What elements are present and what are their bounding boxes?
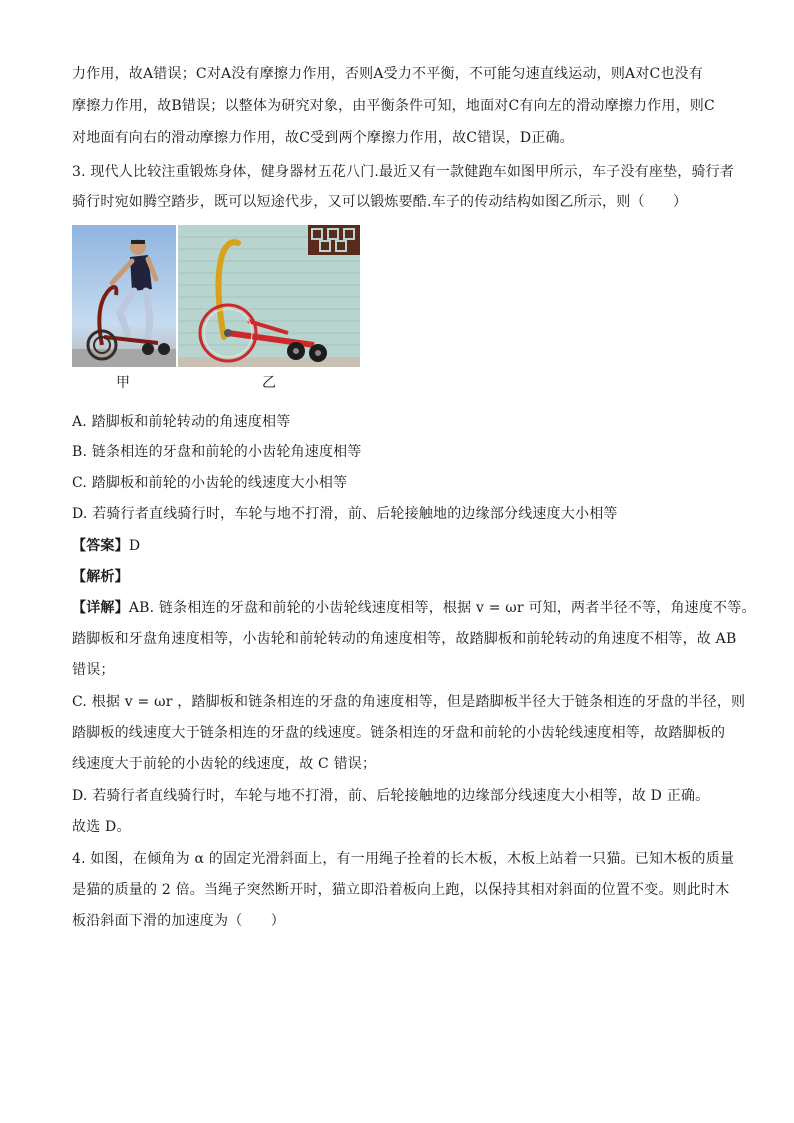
bike-photo [178,225,360,367]
option-c: C. 踏脚板和前轮的小齿轮的线速度大小相等 [72,475,348,491]
detail-line: C. 根据 v = ωr ，踏脚板和链条相连的牙盘的角速度相等，但是踏脚板半径大于链条相连的牙盘的半径，则 [72,694,746,710]
detail-line: 踏脚板和牙盘角速度相等，小齿轮和前轮转动的角速度相等，故踏脚板和前轮转动的角速度不相等，故 AB [72,631,737,647]
text-line: 力作用，故A错误；C对A没有摩擦力作用，否则A受力不平衡，不可能匀速直线运动，则A对C也没有 [72,66,704,82]
question-4-line: 板沿斜面下滑的加速度为（ ） [72,913,285,929]
question-3-line: 3. 现代人比较注重锻炼身体，健身器材五花八门.最近又有一款健跑车如图甲所示，车子没有座垫，骑行者 [72,164,735,180]
option-a: A. 踏脚板和前轮转动的角速度相等 [72,414,291,430]
detail-text: AB. 链条相连的牙盘和前轮的小齿轮线速度相等，根据 v = ωr 可知，两者半径不等，角速度不等。 [128,600,756,616]
rider-photo [72,225,176,367]
figure-caption-right: 乙 [262,375,276,391]
option-b: B. 链条相连的牙盘和前轮的小齿轮角速度相等 [72,444,362,460]
question-4-line: 4. 如图，在倾角为 α 的固定光滑斜面上，有一用绳子拴着的长木板，木板上站着一只猫。已知木板的质量 [72,851,735,867]
question-4-line: 是猫的质量的 2 倍。当绳子突然断开时，猫立即沿着板向上跑，以保持其相对斜面的位置不变。则此时木 [72,882,730,898]
detail-line: 故选 D。 [72,819,131,835]
question-3-line: 骑行时宛如腾空踏步，既可以短途代步，又可以锻炼要酷.车子的传动结构如图乙所示，则（ ） [72,194,688,210]
detail-line: 错误； [72,662,115,678]
option-d: D. 若骑行者直线骑行时，车轮与地不打滑，前、后轮接触地的边缘部分线速度大小相等 [72,506,618,522]
detail-line: D. 若骑行者直线骑行时，车轮与地不打滑，前、后轮接触地的边缘部分线速度大小相等，故 D 正确。 [72,788,710,804]
figure-caption-left: 甲 [116,375,130,391]
detail-line: 线速度大于前轮的小齿轮的线速度，故 C 错误； [72,756,377,772]
detail-line: 踏脚板的线速度大于链条相连的牙盘的线速度。链条相连的牙盘和前轮的小齿轮线速度相等，故踏脚板的 [72,725,726,741]
text-line: 摩擦力作用，故B错误；以整体为研究对象，由平衡条件可知，地面对C有向左的滑动摩擦力作用，则C [72,98,715,114]
detail-tag: 【详解】 [72,600,129,616]
analysis-heading [72,567,732,587]
question-3-figures [72,225,372,395]
answer-tag: 【答案】 [72,538,129,554]
text-line: 对地面有向右的滑动摩擦力作用，故C受到两个摩擦力作用，故C错误，D正确。 [72,130,574,146]
answer-line [72,536,732,556]
answer-value: D [128,538,141,554]
analysis-tag: 【解析】 [72,569,129,585]
detail-line [72,598,756,618]
